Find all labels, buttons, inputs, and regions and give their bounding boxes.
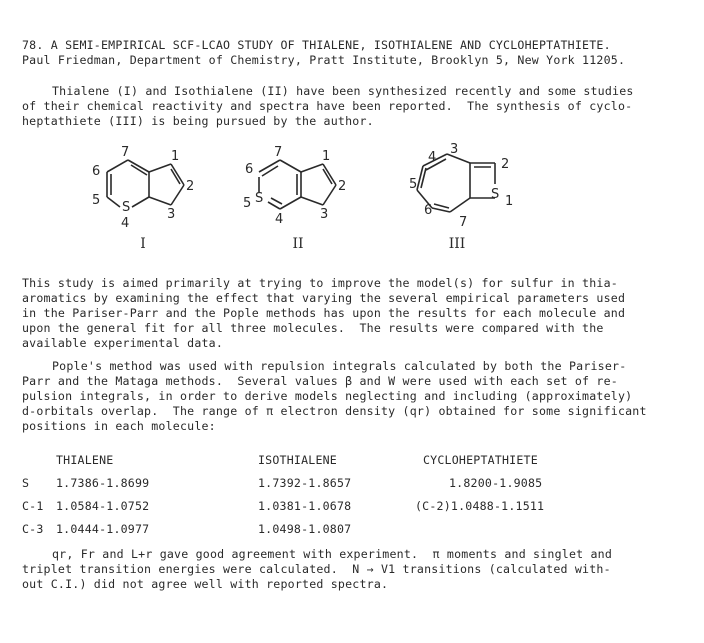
table-cell: (C-2)1.0488-1.1511 [415,498,545,513]
electron-density-table [22,448,623,540]
table-row [22,494,623,517]
s3-label-5: 5 [409,177,418,192]
table-cell: 1.0381-1.0678 [258,498,352,513]
result-line-3: out C.I.) did not agree well with reported spectra. [22,577,389,591]
s3-label-6: 6 [424,203,433,218]
s1-label-7: 7 [121,145,130,160]
s1-label-4: 4 [121,216,130,231]
table-header: ISOTHIALENE [258,452,337,467]
structure-figures [70,140,570,255]
result-line-1: qr, Fr and L+r gave good agreement with experiment. π moments and singlet and [52,547,613,561]
table-cell: 1.0584-1.0752 [56,498,150,513]
s3-label-3: 3 [450,142,459,157]
s1-label-6: 6 [92,164,101,179]
table-cell: C-1 [22,498,44,513]
s2-label-6: 6 [245,162,254,177]
abstract-title: 78. A SEMI-EMPIRICAL SCF-LCAO STUDY OF THIALENE, ISOTHIALENE AND CYCLOHEPTATHIETE. [22,38,611,52]
s2-label-3: 3 [320,207,329,222]
table-header: THIALENE [56,452,114,467]
s3-label-7: 7 [459,215,468,230]
s2-atom-s: S [255,191,264,206]
s3-atom-s: S [491,187,500,202]
table-header [22,448,56,471]
s3-roman-label: III [448,236,466,252]
table-header: CYCLOHEPTATHIETE [423,452,538,467]
aim-line-2: aromatics by examining the effect that varying the several empirical parameters used [22,291,626,305]
s2-label-2: 2 [338,179,347,194]
thialene-structure [107,160,184,207]
isothialene-structure [259,160,336,209]
table-cell: C-3 [22,521,44,536]
table-cell [393,517,623,540]
s1-label-2: 2 [186,179,195,194]
structures-svg [70,140,570,255]
s3-label-1: 1 [505,194,514,209]
method-line-1: Pople's method was used with repulsion integrals calculated by both the Pariser- [52,359,627,373]
result-line-2: triplet transition energies were calculated. N → V1 transitions (calculated with- [22,562,611,576]
s1-label-5: 5 [92,193,101,208]
s1-atom-s: S [122,200,131,215]
s1-label-1: 1 [171,149,180,164]
intro-line-2: of their chemical reactivity and spectra have been reported. The synthesis of cyclo- [22,99,633,113]
s2-label-5: 5 [243,196,252,211]
s3-label-2: 2 [501,157,510,172]
s1-roman-label: I [140,236,146,252]
aim-line-3: in the Pariser-Parr and the Pople methods has upon the results for each molecule and [22,306,626,320]
table-row [22,517,623,540]
table-cell: 1.7392-1.8657 [258,475,352,490]
table-header-row [22,448,623,471]
table-cell: 1.8200-1.9085 [449,475,543,490]
s2-label-7: 7 [274,145,283,160]
s2-label-4: 4 [275,212,284,227]
table-row [22,471,623,494]
author-affiliation: Paul Friedman, Department of Chemistry, Pratt Institute, Brooklyn 5, New York 11205. [22,53,626,67]
s2-label-1: 1 [322,149,331,164]
table-cell: S [22,475,30,490]
method-line-5: positions in each molecule: [22,419,216,433]
s1-label-3: 3 [167,207,176,222]
aim-line-4: upon the general fit for all three molecules. The results were compared with the [22,321,604,335]
method-line-2: Parr and the Mataga methods. Several values β and W were used with each set of re- [22,374,618,388]
table-cell: 1.7386-1.8699 [56,475,150,490]
aim-line-5: available experimental data. [22,336,224,350]
method-line-3: pulsion integrals, in order to derive models neglecting and including (approximately) [22,389,633,403]
intro-line-1: Thialene (I) and Isothialene (II) have been synthesized recently and some studies [52,84,634,98]
s2-roman-label: II [292,236,304,252]
method-line-4: d-orbitals overlap. The range of π electron density (qr) obtained for some significant [22,404,647,418]
intro-line-3: heptathiete (III) is being pursued by the author. [22,114,374,128]
table-cell: 1.0444-1.0977 [56,521,150,536]
aim-line-1: This study is aimed primarily at trying to improve the model(s) for sulfur in thia- [22,276,618,290]
table-cell: 1.0498-1.0807 [258,521,352,536]
s3-label-4: 4 [428,150,437,165]
